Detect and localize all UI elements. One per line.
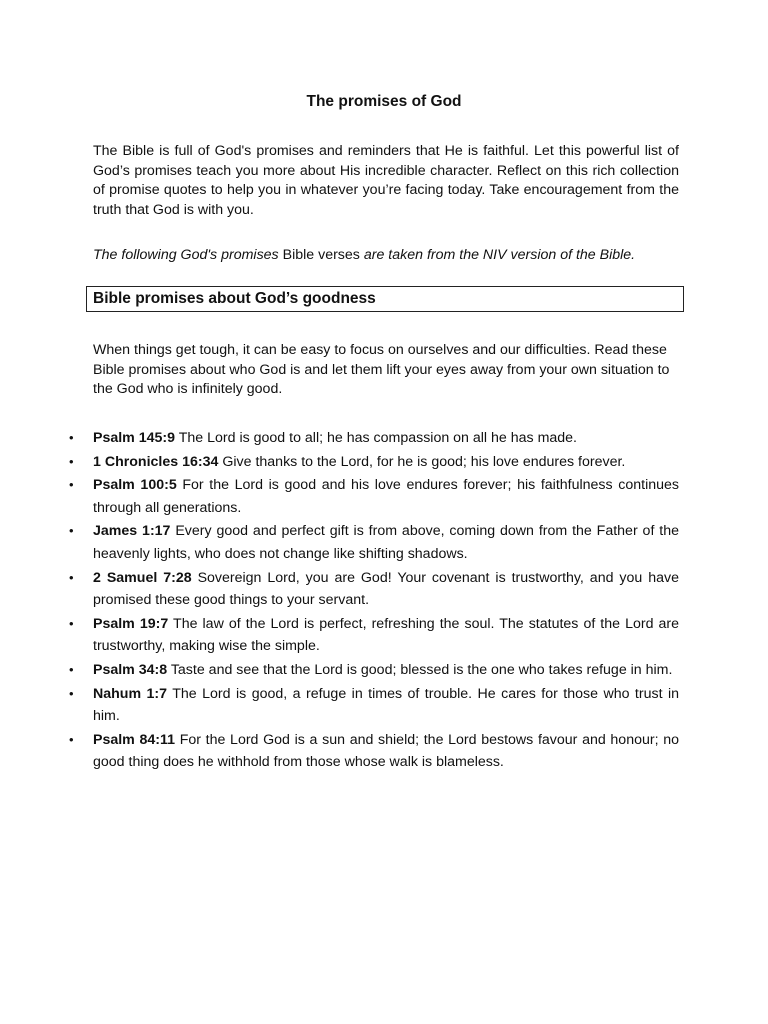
- verse-reference: Psalm 34:8: [93, 661, 168, 678]
- verse-item: [69, 567, 679, 612]
- bullet-icon: •: [69, 453, 74, 469]
- bullet-icon: •: [69, 569, 74, 585]
- verse-text: For the Lord God is a sun and shield; the Lord bestows favour and honour; no good thing does he withhold from those whose walk is blameless.: [93, 731, 680, 771]
- version-note-part2: Bible verses: [282, 247, 360, 263]
- verse-text: Every good and perfect gift is from above, coming down from the Father of the heavenly lights, who does not change like shifting shadows.: [93, 523, 679, 562]
- verse-reference: Nahum 1:7: [93, 685, 168, 702]
- verse-reference: Psalm 145:9: [93, 430, 176, 446]
- verse-reference: Psalm 19:7: [93, 615, 169, 632]
- version-note-part1: The following God's promises: [93, 247, 279, 263]
- bullet-icon: •: [69, 685, 74, 701]
- verse-item: [69, 474, 679, 519]
- version-note: [93, 246, 679, 266]
- bullet-icon: •: [69, 615, 74, 631]
- verse-item: [69, 659, 679, 682]
- verse-item: [69, 427, 679, 450]
- page-title: The promises of God: [306, 93, 462, 110]
- bullet-icon: •: [69, 430, 74, 445]
- bullet-icon: •: [69, 731, 74, 747]
- verse-text: Give thanks to the Lord, for he is good; his love endures forever.: [222, 453, 626, 470]
- verse-item: [69, 683, 680, 728]
- bullet-icon: •: [69, 523, 74, 539]
- verse-item: [69, 729, 680, 774]
- verse-item: [69, 451, 679, 474]
- verse-reference: Psalm 84:11: [93, 731, 175, 748]
- verse-text: The Lord is good to all; he has compassion on all he has made.: [178, 430, 578, 446]
- verse-text: Sovereign Lord, you are God! Your covenant is trustworthy, and you have promised these good things to your servant.: [93, 569, 679, 609]
- verse-text: Taste and see that the Lord is good; blessed is the one who takes refuge in him.: [170, 661, 673, 678]
- verse-list: [69, 427, 680, 775]
- verse-item: [69, 613, 680, 658]
- verse-text: The law of the Lord is perfect, refreshing the soul. The statutes of the Lord are trustworthy, making wise the simple.: [93, 615, 680, 655]
- verse-text: The Lord is good, a refuge in times of trouble. He cares for those who trust in him.: [93, 685, 680, 725]
- bullet-icon: •: [69, 661, 74, 677]
- verse-item: [69, 520, 679, 565]
- intro-paragraph: The Bible is full of God's promises and reminders that He is faithful. Let this powerful list of God’s promises teach you more about His incredible character. Reflect on this rich collection of promise quotes to help you in whatever you’re facing today. Take encouragement from the truth that God is with you.: [93, 143, 679, 218]
- section-heading: Bible promises about God’s goodness: [93, 290, 376, 307]
- verse-reference: Psalm 100:5: [93, 477, 177, 494]
- bullet-icon: •: [69, 477, 74, 493]
- verse-text: For the Lord is good and his love endures forever; his faithfulness continues through all generations.: [93, 477, 679, 516]
- section-lead-paragraph: When things get tough, it can be easy to focus on ourselves and our difficulties. Read these Bible promises about who God is and let them lift your eyes away from your own situation to the God who is infinitely good.: [93, 342, 670, 398]
- version-note-part3: are taken from the NIV version of the Bible.: [363, 247, 636, 263]
- section-heading-box: [86, 286, 684, 312]
- verse-reference: 2 Samuel 7:28: [93, 569, 192, 586]
- verse-reference: James 1:17: [93, 523, 171, 540]
- verse-reference: 1 Chronicles 16:34: [93, 453, 219, 470]
